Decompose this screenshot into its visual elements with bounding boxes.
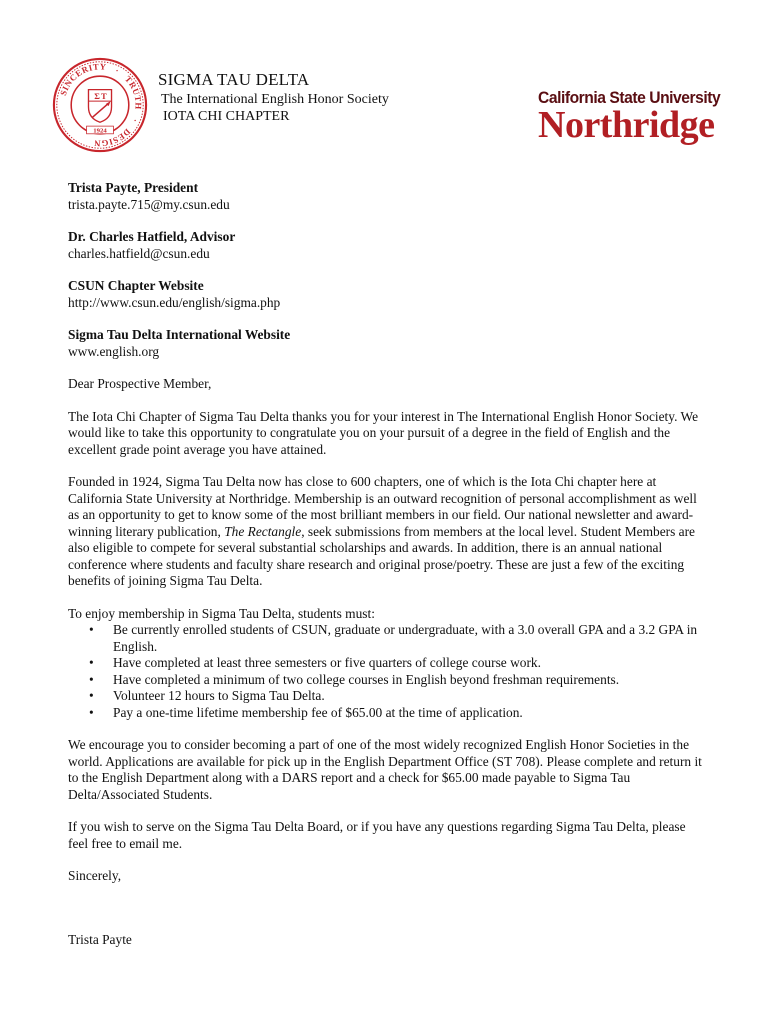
contact-name: Trista Payte, President	[68, 180, 199, 195]
contact-block	[68, 180, 708, 376]
csun-logo	[538, 88, 721, 146]
contact-international-website	[68, 327, 708, 360]
csun-logo-line2: Northridge	[538, 104, 715, 146]
seal-word-2: TRUTH	[123, 73, 144, 110]
contact-president	[68, 180, 708, 213]
paragraph-text: Founded in 1924, Sigma Tau Delta now has close to 600 chapters, one of which is the Iota Chi chapter here at California State University at Northridge. Membership is an outward recognition of personal accomplishment as well as an opportunity to get to know some of the most brilliant members in our field. Our national newsletter and award-winning literary publication,	[68, 474, 697, 539]
letter-body	[68, 376, 708, 901]
requirements-list	[68, 622, 708, 721]
chapter-name: IOTA CHI CHAPTER	[163, 109, 290, 124]
requirement-item: • Have completed a minimum of two college courses in English beyond freshman requirements.	[68, 672, 708, 689]
paragraph-contact: If you wish to serve on the Sigma Tau Delta Board, or if you have any questions regarding Sigma Tau Delta, please feel free to email me.	[68, 819, 686, 851]
contact-name: Dr. Charles Hatfield, Advisor	[68, 229, 236, 244]
requirement-item: • Volunteer 12 hours to Sigma Tau Delta.	[68, 688, 708, 705]
svg-text:Σ: Σ	[94, 91, 100, 102]
salutation: Dear Prospective Member,	[68, 376, 212, 391]
contact-email[interactable]: charles.hatfield@csun.edu	[68, 245, 210, 261]
csun-logo-line1: California State University	[538, 88, 721, 107]
publication-title: The Rectangle	[224, 523, 302, 539]
contact-advisor	[68, 229, 708, 262]
svg-text:SINCERITY · TR: SINCERITY · TRUTH · DESIGN	[57, 61, 144, 149]
contact-name: Sigma Tau Delta International Website	[68, 327, 291, 342]
seal-year: 1924	[93, 127, 107, 135]
contact-email[interactable]: trista.payte.715@my.csun.edu	[68, 196, 230, 212]
seal-word-3: DESIGN	[93, 126, 133, 149]
seal-word-1: SINCERITY	[57, 61, 107, 97]
contact-chapter-website	[68, 278, 708, 311]
contact-url[interactable]: http://www.csun.edu/english/sigma.php	[68, 294, 281, 310]
requirement-item: • Pay a one-time lifetime membership fee of $65.00 at the time of application.	[68, 705, 708, 722]
signature-name: Trista Payte	[68, 932, 132, 947]
paragraph-application: We encourage you to consider becoming a part of one of the most widely recognized English Honor Societies in the world. Applications are available for pick up in the English Department Office (ST 708). Please complete and return it to the English Department along with a DARS report and a check for $65.00 made payable to Sigma Tau Delta/Associated Students.	[68, 737, 702, 802]
sigma-tau-delta-seal	[52, 57, 148, 153]
svg-text:Τ: Τ	[100, 91, 107, 102]
paragraph-text: , seek submissions from members at the local level. Student Members are also eligible to compete for several substantial scholarships and awards. In addition, there is an annual national conference where students and faculty share research and original prose/poetry. These are just a few of the exciting benefits of joining Sigma Tau Delta.	[68, 523, 696, 588]
paragraph-history	[68, 474, 708, 590]
org-subtitle: The International English Honor Society	[161, 92, 389, 107]
contact-name: CSUN Chapter Website	[68, 278, 204, 293]
contact-url[interactable]: www.english.org	[68, 343, 160, 359]
requirement-item: • Be currently enrolled students of CSUN, graduate or undergraduate, with a 3.0 overall GPA and a 3.2 GPA in English.	[68, 622, 708, 655]
closing: Sincerely,	[68, 868, 122, 883]
requirements-intro: To enjoy membership in Sigma Tau Delta, students must:	[68, 605, 375, 621]
requirement-item: • Have completed at least three semesters or five quarters of college course work.	[68, 655, 708, 672]
paragraph-intro: The Iota Chi Chapter of Sigma Tau Delta thanks you for your interest in The International English Honor Society. We would like to take this opportunity to congratulate you on your pursuit of a degree in the field of English and the excellent grade point average you have attained.	[68, 408, 699, 457]
org-name: SIGMA TAU DELTA	[158, 70, 310, 89]
